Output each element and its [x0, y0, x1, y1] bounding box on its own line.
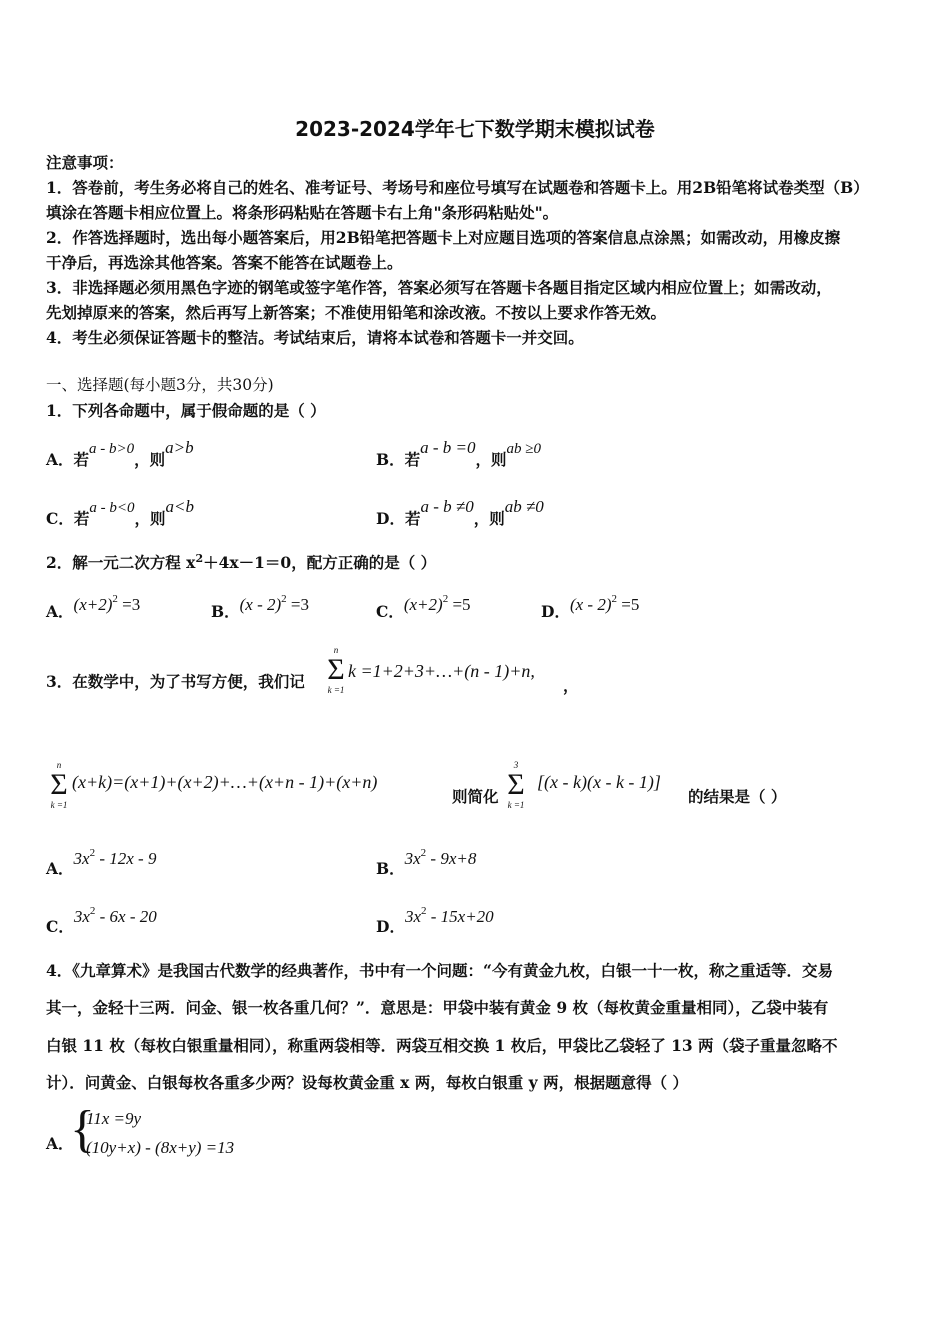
q3-comma: ，	[563, 676, 579, 695]
sigma-icon: Σ	[50, 768, 68, 801]
rhs: =5	[616, 595, 640, 614]
expression: (x+2)	[403, 595, 443, 614]
result: a>b	[165, 438, 194, 457]
sum-lower-limit: k =1	[507, 800, 525, 810]
option-label: D．若	[376, 509, 421, 528]
option-label: B．	[376, 859, 405, 878]
equation-2: (10y+x) - (8x+y) =13	[86, 1138, 235, 1157]
term: 3x	[404, 849, 421, 868]
exponent: 2	[420, 847, 427, 859]
q1-option-c	[46, 497, 194, 529]
exponent: 2	[442, 593, 449, 605]
q3-sum1-expression	[348, 661, 535, 682]
equation-1: 11x =9y	[86, 1109, 142, 1128]
sum-upper-limit: 3	[513, 760, 519, 770]
page-title: 2023-2024学年七下数学期末模拟试卷	[295, 117, 655, 141]
then-text: ，则	[134, 450, 166, 469]
exponent: 2	[89, 847, 96, 859]
notice-line-3: 2．作答选择题时，选出每小题答案后，用2B铅笔把答题卡上对应题目选项的答案信息点涂黑；如需改动，用橡皮擦	[46, 228, 841, 247]
q1-option-b	[376, 438, 541, 470]
stem-part-a: 2．解一元二次方程 x	[46, 553, 196, 572]
sigma-icon: Σ	[327, 653, 345, 686]
stem-part-b: ＋4x－1＝0，配方正确的是（ ）	[203, 553, 437, 572]
notice-line-7: 4．考生必须保证答题卡的整洁。考试结束后，请将本试卷和答题卡一并交回。	[46, 328, 584, 347]
condition: a - b<0	[89, 500, 135, 516]
exponent: 2	[89, 905, 96, 917]
option-label: A．	[46, 602, 74, 621]
notice-heading: 注意事项：	[46, 153, 124, 172]
q4-option-a-eq2	[86, 1138, 234, 1158]
q4-line-2: 其一，金轻十三两．问金、银一枚各重几何？”．意思是：甲袋中装有黄金 9 枚（每枚黄金重量相同），乙袋中装有	[46, 998, 829, 1017]
option-label: A．若	[46, 450, 90, 469]
exponent: 2	[611, 593, 617, 605]
stem-exponent: 2	[195, 552, 204, 565]
rest: - 6x - 20	[95, 907, 157, 926]
q4-option-a-label: A．	[46, 1134, 74, 1153]
q3-sum3-expression	[537, 772, 661, 793]
expression: k =1+2+3+…+(n - 1)+n,	[348, 661, 535, 681]
rest: - 12x - 9	[95, 849, 157, 868]
exponent: 2	[112, 593, 118, 605]
notice-line-1: 1．答卷前，考生务必将自己的姓名、准考证号、考场号和座位号填写在试题卷和答题卡上。用2B铅笔将试卷类型（B）	[46, 178, 869, 197]
option-label: A．	[46, 859, 74, 878]
q1-option-d	[376, 497, 544, 529]
result: ab ≥0	[506, 441, 541, 457]
then-text: ，则	[134, 509, 166, 528]
brace-icon: {	[70, 1101, 95, 1158]
q3-sum1	[326, 645, 346, 695]
q3-tail: 的结果是（ ）	[688, 787, 787, 806]
q3-simplify: 则简化	[452, 787, 499, 806]
rest: - 15x+20	[426, 907, 494, 926]
q3-sum2	[48, 760, 70, 810]
q2-option-d	[541, 593, 640, 622]
sigma-icon: Σ	[507, 768, 525, 801]
q3-sum3	[505, 760, 527, 810]
expression: (x+2)	[73, 595, 113, 614]
term: 3x	[73, 849, 90, 868]
expression: (x - 2)	[239, 595, 282, 614]
q2-stem	[46, 552, 437, 572]
term: 3x	[404, 907, 421, 926]
q3-option-b	[376, 847, 477, 879]
exponent: 2	[421, 905, 427, 917]
q3-option-a	[46, 847, 157, 879]
option-label: B．	[211, 602, 240, 621]
rest: - 9x+8	[426, 849, 477, 868]
condition: a - b ≠0	[420, 497, 474, 516]
q1-option-a	[46, 438, 194, 470]
q3-option-d	[376, 905, 494, 937]
option-label: B．若	[376, 450, 421, 469]
sum-lower-limit: k =1	[50, 800, 68, 810]
notice-line-2: 填涂在答题卡相应位置上。将条形码粘贴在答题卡右上角"条形码粘贴处"。	[46, 203, 559, 222]
option-label: D．	[376, 917, 405, 936]
notice-line-6: 先划掉原来的答案，然后再写上新答案；不准使用铅笔和涂改液。不按以上要求作答无效。	[46, 303, 667, 322]
rhs: =5	[448, 595, 471, 614]
notice-line-4: 干净后，再选涂其他答案。答案不能答在试题卷上。	[46, 253, 403, 272]
result: a<b	[165, 497, 194, 516]
then-text: ，则	[475, 450, 507, 469]
sum-lower-limit: k =1	[327, 685, 345, 695]
then-text: ，则	[473, 509, 505, 528]
q2-option-a	[46, 593, 141, 622]
expression: [(x - k)(x - k - 1)]	[537, 772, 661, 792]
option-label: C．	[376, 602, 404, 621]
q3-option-c	[46, 905, 157, 937]
q2-option-b	[211, 593, 309, 622]
condition: a - b =0	[420, 438, 476, 457]
notice-line-5: 3．非选择题必须用黑色字迹的钢笔或签字笔作答，答案必须写在答题卡各题目指定区域内相应位置上；如需改动，	[46, 278, 832, 297]
q4-option-a-eq1	[86, 1109, 141, 1129]
option-label: D．	[541, 602, 570, 621]
sum-upper-limit: n	[333, 645, 339, 655]
q4-line-1: 4．《九章算术》是我国古代数学的经典著作，书中有一个问题：“今有黄金九枚，白银一十一枚，称之重适等．交易	[46, 961, 833, 980]
rhs: =3	[117, 595, 141, 614]
condition: a - b>0	[89, 441, 135, 457]
q4-line-3: 白银 11 枚（每枚白银重量相同），称重两袋相等．两袋互相交换 1 枚后，甲袋比乙袋轻了 13 两（袋子重量忽略不	[46, 1036, 838, 1055]
term: 3x	[73, 907, 90, 926]
q2-option-c	[376, 593, 471, 622]
sum-upper-limit: n	[56, 760, 62, 770]
q4-line-4: 计）．问黄金、白银每枚各重多少两？设每枚黄金重 x 两，每枚白银重 y 两，根据题意得（ ）	[46, 1073, 688, 1092]
expression: (x - 2)	[569, 595, 612, 614]
result: ab ≠0	[504, 497, 544, 516]
q3-stem-a: 3．在数学中，为了书写方便，我们记	[46, 672, 305, 691]
rhs: =3	[286, 595, 309, 614]
q3-sum2-expression	[72, 772, 377, 793]
option-label: C．	[46, 917, 74, 936]
expression: (x+k)=(x+1)+(x+2)+…+(x+n - 1)+(x+n)	[72, 772, 378, 792]
option-label: C．若	[46, 509, 90, 528]
section-heading: 一、选择题(每小题3分，共30分)	[46, 376, 274, 394]
exponent: 2	[281, 593, 287, 605]
q1-stem: 1．下列各命题中，属于假命题的是（ ）	[46, 401, 326, 420]
